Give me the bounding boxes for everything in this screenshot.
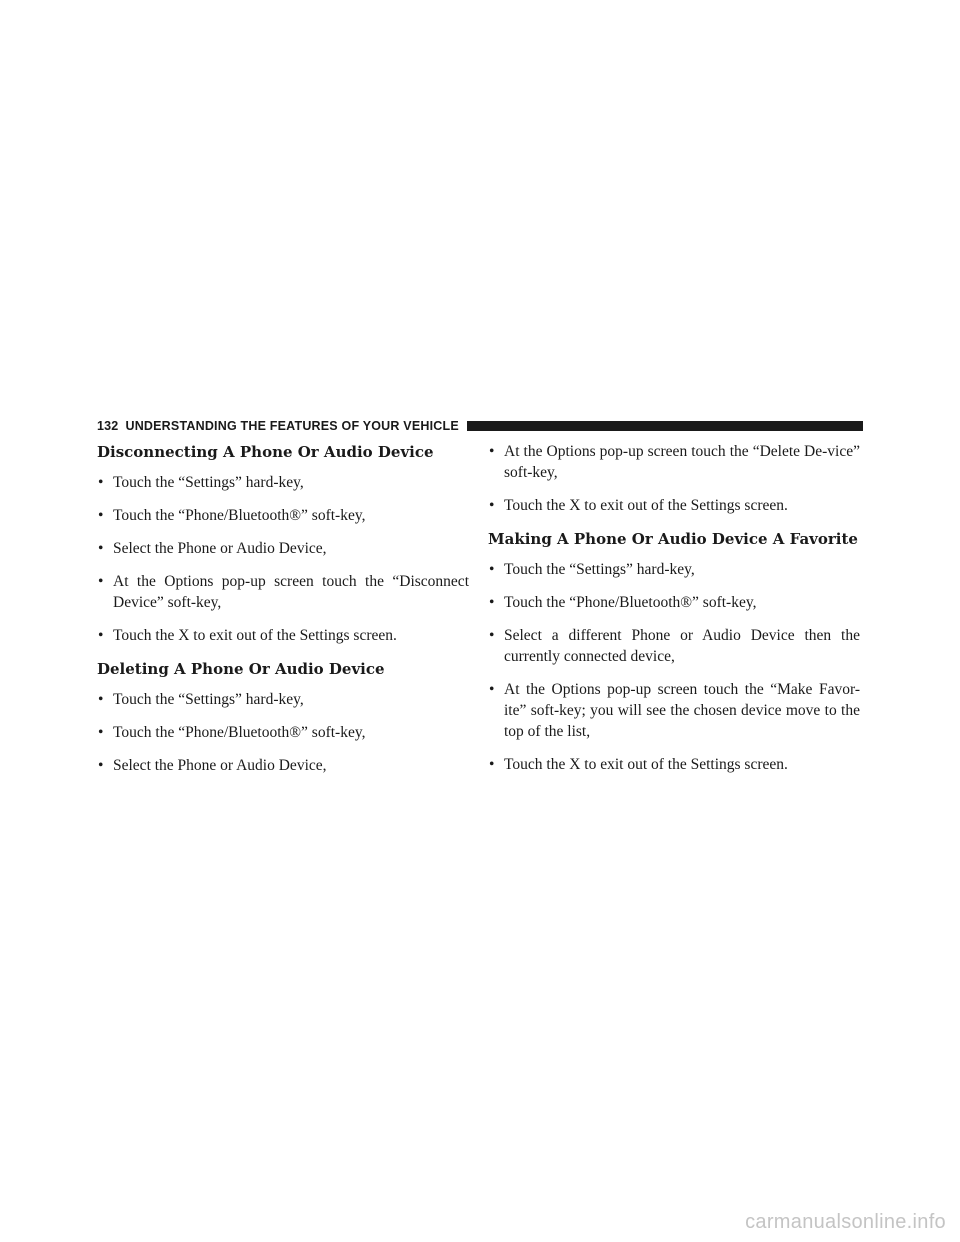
bullet-list-deleting xyxy=(97,689,469,776)
bullet-icon: • xyxy=(98,573,104,590)
list-item-text: Select the Phone or Audio Device, xyxy=(113,757,327,774)
bullet-icon: • xyxy=(98,474,104,491)
bullet-icon: • xyxy=(489,497,495,514)
bullet-icon: • xyxy=(98,724,104,741)
list-item xyxy=(97,571,469,613)
list-item-text: Touch the “Phone/Bluetooth®” soft-key, xyxy=(504,594,757,611)
heading-disconnecting: Disconnecting A Phone Or Audio Device xyxy=(97,443,434,461)
list-item-text: At the Options pop-up screen touch the “Disconnect Device” soft-key, xyxy=(113,573,469,611)
heading-deleting: Deleting A Phone Or Audio Device xyxy=(97,660,385,678)
list-item-text: Touch the X to exit out of the Settings screen. xyxy=(504,497,788,514)
bullet-icon: • xyxy=(489,627,495,644)
list-item-text: At the Options pop-up screen touch the “Make Favor-ite” soft-key; you will see the chosen device move to the top of the list, xyxy=(504,681,860,740)
list-item-text: Touch the “Settings” hard-key, xyxy=(504,561,695,578)
bullet-icon: • xyxy=(98,691,104,708)
page-number: 132 xyxy=(97,419,119,433)
list-item-text: Touch the X to exit out of the Settings screen. xyxy=(504,756,788,773)
list-item xyxy=(97,689,469,710)
list-item-text: Touch the “Settings” hard-key, xyxy=(113,474,304,491)
list-item xyxy=(97,625,469,646)
list-item xyxy=(97,472,469,493)
list-item xyxy=(488,679,860,742)
list-item-text: At the Options pop-up screen touch the “Delete De-vice” soft-key, xyxy=(504,443,860,481)
left-column xyxy=(97,441,469,788)
list-item-text: Touch the “Phone/Bluetooth®” soft-key, xyxy=(113,507,366,524)
list-item xyxy=(488,754,860,775)
list-item xyxy=(488,441,860,483)
list-item xyxy=(97,505,469,526)
list-item xyxy=(97,755,469,776)
bullet-icon: • xyxy=(489,594,495,611)
bullet-list-disconnecting xyxy=(97,472,469,646)
bullet-icon: • xyxy=(489,443,495,460)
bullet-icon: • xyxy=(489,561,495,578)
list-item xyxy=(488,625,860,667)
bullet-list-favorite xyxy=(488,559,860,775)
list-item xyxy=(488,559,860,580)
bullet-icon: • xyxy=(98,540,104,557)
list-item xyxy=(488,495,860,516)
list-item-text: Touch the “Settings” hard-key, xyxy=(113,691,304,708)
page-header xyxy=(97,418,863,434)
bullet-icon: • xyxy=(98,757,104,774)
bullet-list-deleting-continued xyxy=(488,441,860,516)
list-item xyxy=(97,538,469,559)
list-item-text: Select the Phone or Audio Device, xyxy=(113,540,327,557)
list-item xyxy=(488,592,860,613)
bullet-icon: • xyxy=(98,627,104,644)
bullet-icon: • xyxy=(98,507,104,524)
heading-favorite: Making A Phone Or Audio Device A Favorite xyxy=(488,530,858,548)
right-column xyxy=(488,441,860,787)
bullet-icon: • xyxy=(489,756,495,773)
section-title: UNDERSTANDING THE FEATURES OF YOUR VEHICLE xyxy=(125,419,459,433)
header-rule xyxy=(467,421,863,431)
watermark: carmanualsonline.info xyxy=(745,1211,946,1233)
list-item xyxy=(97,722,469,743)
list-item-text: Touch the X to exit out of the Settings screen. xyxy=(113,627,397,644)
list-item-text: Select a different Phone or Audio Device then the currently connected device, xyxy=(504,627,860,665)
list-item-text: Touch the “Phone/Bluetooth®” soft-key, xyxy=(113,724,366,741)
bullet-icon: • xyxy=(489,681,495,698)
